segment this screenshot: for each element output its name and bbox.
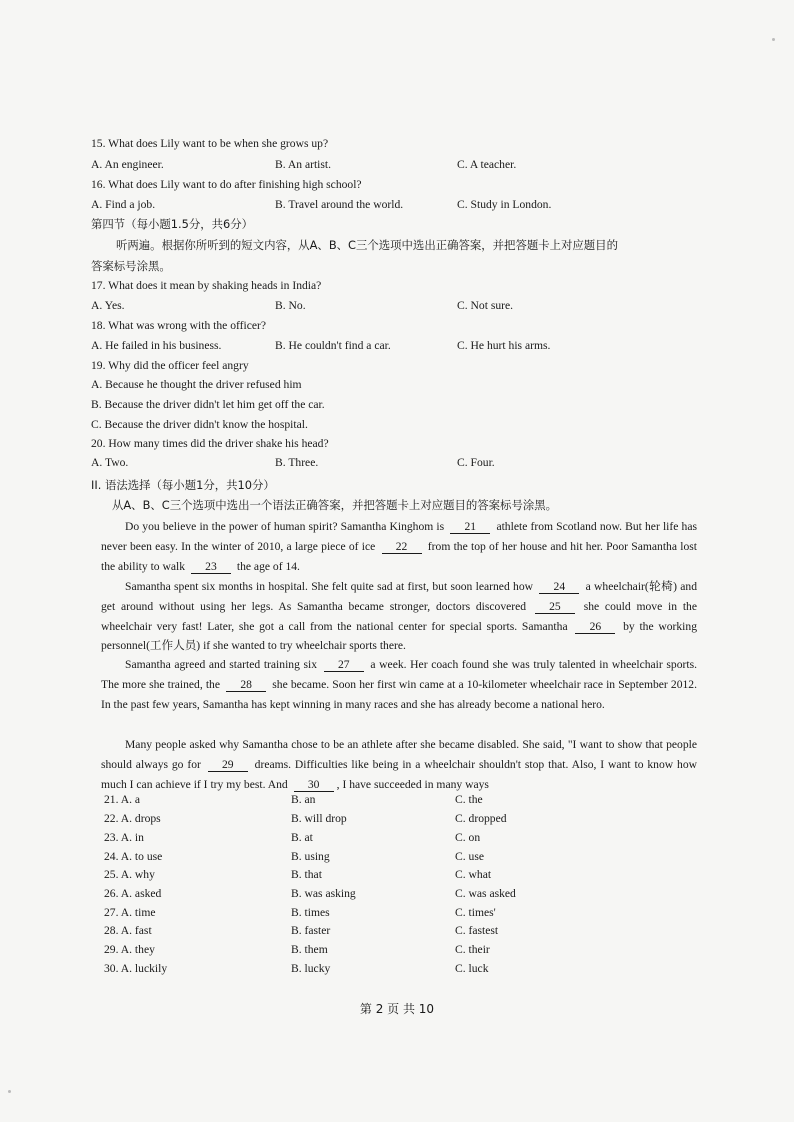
choice-27-b: B. times [291, 906, 330, 919]
choice-24-a: 24. A. to use [104, 850, 163, 863]
question-17: 17. What does it mean by shaking heads in India? [91, 279, 322, 292]
q19-option-a: A. Because he thought the driver refused him [91, 378, 302, 391]
choice-21-c: C. the [455, 793, 483, 806]
q20-option-b: B. Three. [275, 456, 319, 469]
blank-21: 21 [450, 520, 490, 534]
section-4-instruction-line1: 听两遍。根据你所听到的短文内容，从A、B、C三个选项中选出正确答案，并把答题卡上对应题目的 [116, 238, 618, 252]
choice-21-b: B. an [291, 793, 316, 806]
passage-paragraph-3: Samantha agreed and started training six 27 a week. Her coach found she was truly talented in wheelchair sports. The more she trained, the 28 she became. Soon her first win came at a 10-kilometer wheelchair race in September 2012. In the past few years, Samantha has kept winning in many races and she has already become a national hero. [101, 658, 697, 711]
question-20: 20. How many times did the driver shake his head? [91, 437, 329, 450]
choice-26-a: 26. A. asked [104, 887, 162, 900]
q20-option-a: A. Two. [91, 456, 129, 469]
blank-25: 25 [535, 600, 575, 614]
q15-option-b: B. An artist. [275, 158, 332, 171]
choice-21-a: 21. A. a [104, 793, 141, 806]
choice-25-a: 25. A. why [104, 868, 155, 881]
scan-speck [772, 38, 775, 41]
question-19: 19. Why did the officer feel angry [91, 359, 249, 372]
choice-24-c: C. use [455, 850, 484, 863]
choice-30-c: C. luck [455, 962, 489, 975]
q18-option-b: B. He couldn't find a car. [275, 339, 391, 352]
question-15: 15. What does Lily want to be when she grows up? [91, 137, 329, 150]
choice-28-c: C. fastest [455, 924, 499, 937]
choice-27-c: C. times' [455, 906, 496, 919]
q19-option-c: C. Because the driver didn't know the hospital. [91, 418, 308, 431]
choice-22-b: B. will drop [291, 812, 347, 825]
choice-25-c: C. what [455, 868, 492, 881]
q19-option-b: B. Because the driver didn't let him get off the car. [91, 398, 325, 411]
passage-paragraph-2: Samantha spent six months in hospital. She felt quite sad at first, but soon learned how 24 a wheelchair(轮椅) and get around without using her legs. As Samantha became stronger, doctors discovered 25 she could move in the wheelchair very fast! Later, she got a call from the national center for special sports. Samantha 26 by the working personnel(工作人员) if she wanted to try wheelchair sports there. [101, 580, 697, 653]
choice-29-b: B. them [291, 943, 328, 956]
blank-23: 23 [191, 560, 231, 574]
passage-paragraph-4: Many people asked why Samantha chose to be an athlete after she became disabled. She said, "I want to show that people should always go for 29 dreams. Difficulties like being in a wheelchair shouldn't stop that. Also, I want to know how much I can achieve if I try my best. And 30 , I have succeeded in many ways [101, 738, 697, 791]
choice-23-a: 23. A. in [104, 831, 144, 844]
choice-30-a: 30. A. luckily [104, 962, 168, 975]
choice-23-b: B. at [291, 831, 313, 844]
q16-option-c: C. Study in London. [457, 198, 552, 211]
choice-26-c: C. was asked [455, 887, 516, 900]
blank-30: 30 [294, 778, 334, 792]
q17-option-c: C. Not sure. [457, 299, 514, 312]
choice-27-a: 27. A. time [104, 906, 156, 919]
q16-option-b: B. Travel around the world. [275, 198, 404, 211]
blank-29: 29 [208, 758, 248, 772]
q16-option-a: A. Find a job. [91, 198, 156, 211]
choice-23-c: C. on [455, 831, 481, 844]
q15-option-c: C. A teacher. [457, 158, 517, 171]
part-2-title: II. 语法选择（每小题1分，共10分） [91, 478, 275, 492]
q20-option-c: C. Four. [457, 456, 495, 469]
q18-option-a: A. He failed in his business. [91, 339, 222, 352]
question-16: 16. What does Lily want to do after finishing high school? [91, 178, 362, 191]
section-4-title: 第四节（每小题1.5分，共6分） [91, 217, 254, 231]
choice-25-b: B. that [291, 868, 322, 881]
section-4-instruction-line2: 答案标号涂黑。 [91, 259, 171, 273]
passage-paragraph-1: Do you believe in the power of human spirit? Samantha Kinghom is 21 athlete from Scotland now. But her life has never been easy. In the winter of 2010, a large piece of ice 22 from the top of her house and hit her. Poor Samantha lost the ability to walk 23 the age of 14. [101, 520, 697, 573]
blank-27: 27 [324, 658, 364, 672]
choice-30-b: B. lucky [291, 962, 331, 975]
blank-24: 24 [539, 580, 579, 594]
blank-26: 26 [575, 620, 615, 634]
choice-22-a: 22. A. drops [104, 812, 161, 825]
choice-28-a: 28. A. fast [104, 924, 152, 937]
choice-24-b: B. using [291, 850, 330, 863]
part-2-instruction: 从A、B、C三个选项中选出一个语法正确答案，并把答题卡上对应题目的答案标号涂黑。 [112, 498, 558, 512]
q17-option-b: B. No. [275, 299, 306, 312]
scan-speck [8, 1090, 11, 1093]
blank-22: 22 [382, 540, 422, 554]
question-18: 18. What was wrong with the officer? [91, 319, 267, 332]
q17-option-a: A. Yes. [91, 299, 125, 312]
choice-28-b: B. faster [291, 924, 331, 937]
choice-29-c: C. their [455, 943, 490, 956]
q18-option-c: C. He hurt his arms. [457, 339, 551, 352]
page-number: 第 2 页 共 10 [359, 1002, 435, 1016]
blank-28: 28 [226, 678, 266, 692]
q15-option-a: A. An engineer. [91, 158, 164, 171]
choice-29-a: 29. A. they [104, 943, 155, 956]
choice-22-c: C. dropped [455, 812, 507, 825]
choice-26-b: B. was asking [291, 887, 356, 900]
